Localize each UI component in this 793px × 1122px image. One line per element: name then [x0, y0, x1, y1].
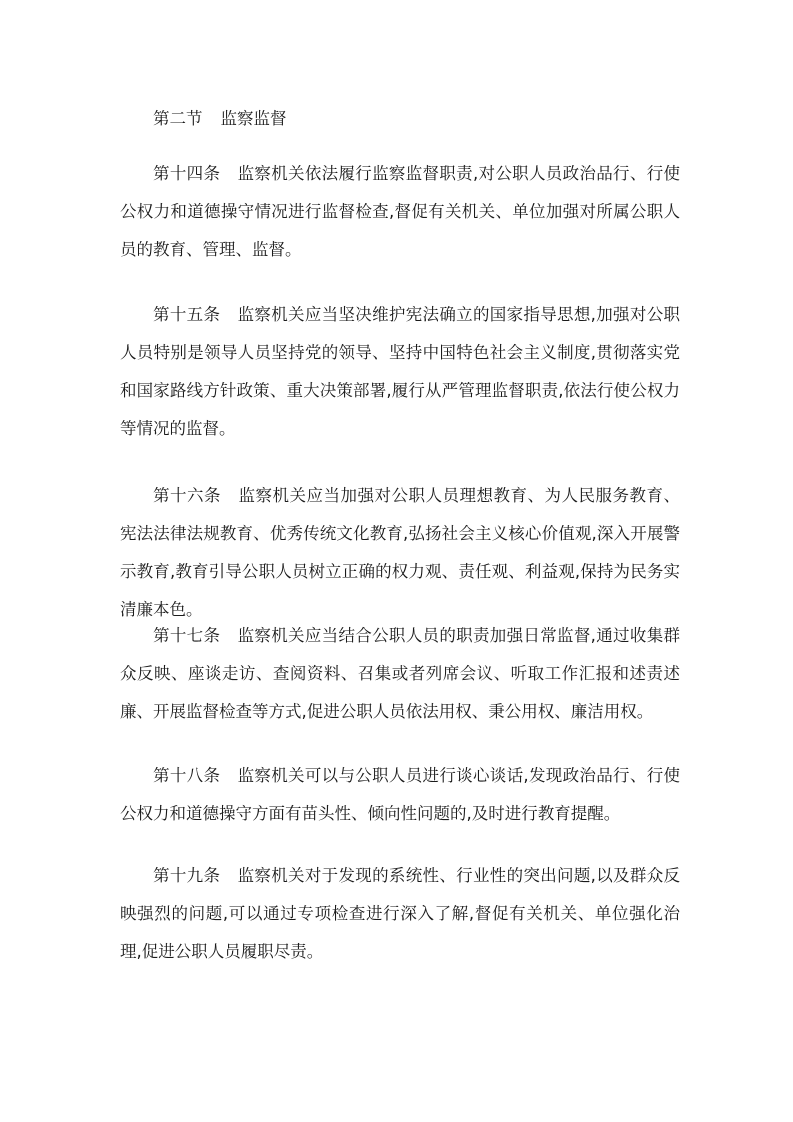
section-title: 监察监督 — [220, 109, 287, 128]
article-text: 监察机关依法履行监察监督职责,对公职人员政治品行、行使公权力和道德操守情况进行监督检查,督促有关机关、单位加强对所属公职人员的教育、管理、监督。 — [120, 164, 681, 259]
section-heading — [153, 104, 287, 134]
article-number: 第十九条 — [153, 866, 221, 885]
article-text: 监察机关对于发现的系统性、行业性的突出问题,以及群众反映强烈的问题,可以通过专项检查进行深入了解,督促有关机关、单位强化治理,促进公职人员履职尽责。 — [120, 866, 681, 961]
article-18 — [120, 757, 680, 833]
article-19 — [120, 857, 680, 971]
article-number: 第十八条 — [153, 766, 221, 785]
article-number: 第十七条 — [153, 626, 221, 645]
article-text: 监察机关应当坚决维护宪法确立的国家指导思想,加强对公职人员特别是领导人员坚持党的领导、坚持中国特色社会主义制度,贯彻落实党和国家路线方针政策、重大决策部署,履行从严管理监督职责,依法行使公权力等情况的监督。 — [120, 305, 681, 438]
article-14 — [120, 155, 680, 269]
section-number: 第二节 — [153, 109, 203, 128]
article-text: 监察机关应当加强对公职人员理想教育、为人民服务教育、宪法法律法规教育、优秀传统文化教育,弘扬社会主义核心价值观,深入开展警示教育,教育引导公职人员树立正确的权力观、责任观、利益观,保持为民务实清廉本色。 — [120, 486, 680, 619]
article-16 — [120, 477, 680, 629]
article-number: 第十六条 — [153, 486, 221, 505]
article-text: 监察机关可以与公职人员进行谈心谈话,发现政治品行、行使公权力和道德操守方面有苗头性、倾向性问题的,及时进行教育提醒。 — [120, 766, 681, 823]
article-number: 第十五条 — [153, 305, 221, 324]
article-17 — [120, 617, 680, 731]
article-text: 监察机关应当结合公职人员的职责加强日常监督,通过收集群众反映、座谈走访、查阅资料、召集或者列席会议、听取工作汇报和述责述廉、开展监督检查等方式,促进公职人员依法用权、秉公用权、廉洁用权。 — [120, 626, 681, 721]
article-15 — [120, 296, 680, 448]
article-number: 第十四条 — [153, 164, 221, 183]
